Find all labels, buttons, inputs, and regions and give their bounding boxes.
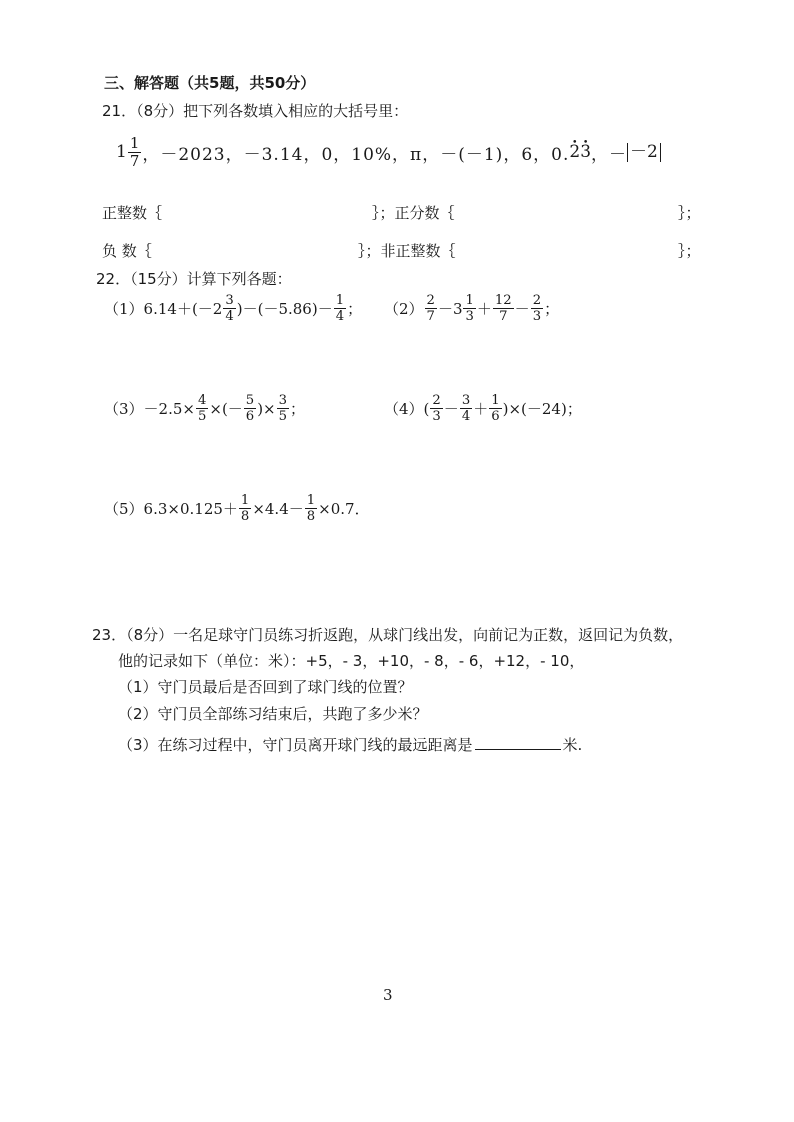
close-brace-1: ｝； [678,204,701,222]
fraction: $\frac{3}{4}$ [461,393,471,425]
section-title: 三、解答题（共5题，共50分） [104,74,316,92]
page-number: 3 [383,986,393,1004]
q22-prompt: 22．（15分）计算下列各题： [96,270,292,288]
positive-fractions-label: ｝；正分数｛ [372,204,455,222]
answer-blank[interactable] [475,748,561,750]
number-list-part2: ，－ [591,144,628,165]
close-brace-2: ｝； [678,242,701,260]
q23-sub-1: （1）守门员最后是否回到了球门线的位置？ [118,678,413,696]
fraction: $\frac{12}{7}$ [494,293,512,325]
mixed-whole: 1 [116,142,127,163]
q21-number-list [116,136,661,169]
fraction: $\frac{1}{3}$ [465,293,474,325]
fraction: $\frac{3}{5}$ [278,393,287,425]
fraction: $\frac{1}{8}$ [240,493,250,525]
fraction: $\frac{1}{6}$ [491,393,500,425]
q23-sub-2: （2）守门员全部练习结束后，共跑了多少米？ [118,705,428,723]
repeating-digit-3: • 3 [580,142,591,162]
q22-part-4: （4） ( $\frac{2}{3}$ － $\frac{3}{4}$ ＋ $\frac{1}{6}$ )×(－24)； [384,393,582,425]
q22-part-3: （3） －2.5× $\frac{4}{5}$ ×(－ $\frac{5}{6}$ )× $\frac{3}{5}$ ； [104,393,306,425]
fraction: $\frac{1}{4}$ [335,293,345,325]
fraction: $\frac{1}{8}$ [306,493,316,525]
mixed-fraction: $\frac{1}{7}$ [129,134,140,170]
q22-part-1: （1） 6.14＋(－2 $\frac{3}{4}$ )－(－5.86)－ $\frac{1}{4}$ ； [104,293,363,325]
absolute-value: －2 [627,143,661,163]
fraction: $\frac{5}{6}$ [245,393,255,425]
q23-line-2: 他的记录如下（单位：米）：+5，- 3，+10，- 8，- 6，+12，- 10， [118,652,585,670]
fraction: $\frac{2}{3}$ [432,393,441,425]
q21-prompt: 21．（8分）把下列各数填入相应的大括号里： [102,102,409,120]
fraction: $\frac{3}{4}$ [225,293,234,325]
q23-line-1: 23．（8分）一名足球守门员练习折返跑，从球门线出发，向前记为正数，返回记为负数， [92,626,684,644]
q22-part-2: （2） $\frac{2}{7}$ －3 $\frac{1}{3}$ ＋ $\frac{12}{7}$ － $\frac{2}{3}$ ； [384,293,560,325]
fraction: $\frac{4}{5}$ [197,393,207,425]
fraction: $\frac{2}{3}$ [532,293,542,325]
q23-sub-3: （3）在练习过程中，守门员离开球门线的最远距离是 米. [118,736,583,754]
non-positive-integers-label: ｝；非正整数｛ [358,242,456,260]
fraction: $\frac{2}{7}$ [426,293,435,325]
q22-part-5: （5） 6.3×0.125＋ $\frac{1}{8}$ ×4.4－ $\frac{1}{8}$ ×0.7． [104,493,370,525]
positive-integers-label: 正整数｛ [102,204,163,222]
number-list-part1: ，－2023，－3.14，0，10%，π，－(－1)，6，0. [142,144,570,165]
negatives-label: 负 数｛ [102,242,152,260]
repeating-digit-2: • 2 [569,142,580,162]
